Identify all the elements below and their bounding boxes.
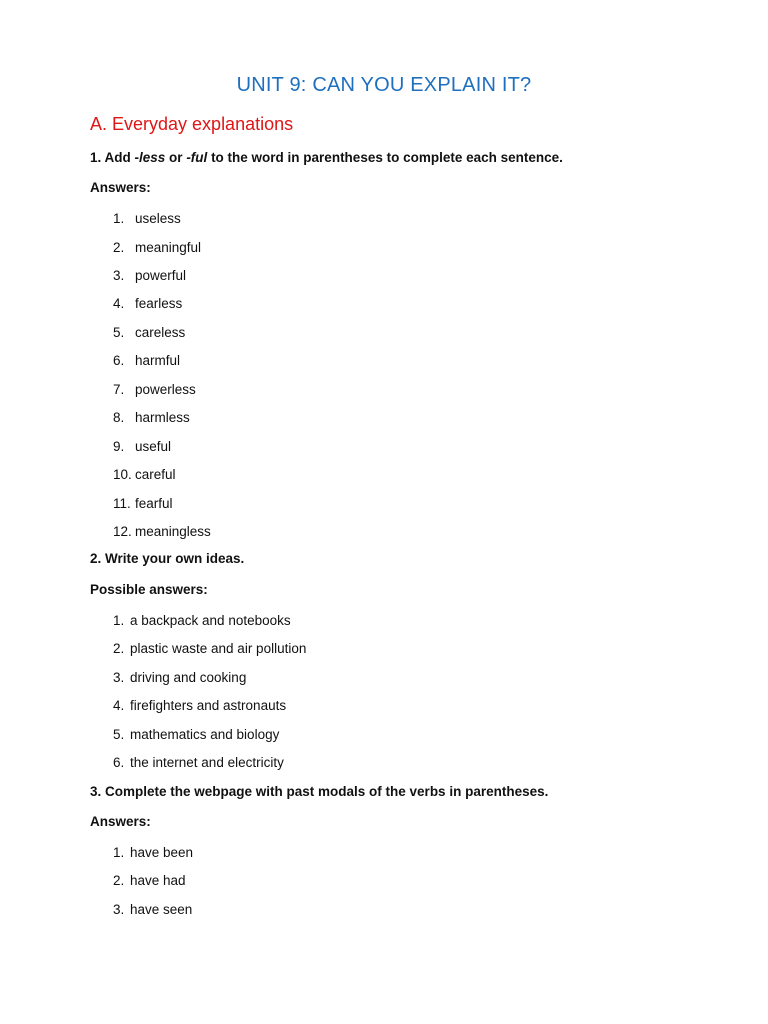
list-item-text: the internet and electricity (130, 755, 284, 770)
list-item-text: firefighters and astronauts (130, 698, 287, 713)
list-item-text: a backpack and notebooks (130, 613, 291, 628)
list-item-number: 11. (113, 496, 131, 511)
list-item-number: 5. (113, 727, 125, 742)
list-item-number: 2. (113, 873, 125, 888)
list-item-text: driving and cooking (130, 670, 247, 685)
list-item (113, 352, 180, 370)
question-1-suffix: to the word in parentheses to complete each sentence. (207, 150, 563, 165)
question-1-answers-label: Answers: (90, 180, 151, 195)
list-item-number: 4. (113, 296, 125, 311)
list-item-text: careful (135, 467, 176, 482)
list-item (113, 267, 186, 285)
list-item (113, 466, 176, 484)
list-item (113, 324, 185, 342)
list-item-text: have had (130, 873, 186, 888)
question-1-mid: or (165, 150, 187, 165)
list-item (113, 495, 173, 513)
list-item-text: harmless (135, 410, 190, 425)
list-item-text: fearful (135, 496, 173, 511)
question-1-term-ful: -ful (186, 150, 208, 165)
question-3-answers-label: Answers: (90, 814, 151, 829)
question-1-term-less: -less (134, 150, 166, 165)
list-item-text: meaningful (135, 240, 202, 255)
list-item-text: have seen (130, 902, 193, 917)
section-title: A. Everyday explanations (90, 114, 294, 134)
list-item (113, 295, 182, 313)
list-item-number: 1. (113, 845, 125, 860)
list-item-text: harmful (135, 353, 181, 368)
unit-title: UNIT 9: CAN YOU EXPLAIN IT? (236, 74, 532, 96)
question-1-prefix: 1. Add (90, 150, 135, 165)
list-item-number: 12. (113, 524, 132, 539)
list-item-number: 2. (113, 240, 125, 255)
list-item-number: 9. (113, 439, 125, 454)
list-item-number: 6. (113, 353, 125, 368)
list-item (113, 612, 291, 630)
list-item-number: 1. (113, 211, 125, 226)
list-item-text: useful (135, 439, 172, 454)
list-item-number: 2. (113, 641, 125, 656)
list-item (113, 726, 279, 744)
list-item-number: 3. (113, 268, 125, 283)
list-item-number: 8. (113, 410, 125, 425)
list-item (113, 381, 196, 399)
list-item-text: careless (135, 325, 186, 340)
list-item-number: 5. (113, 325, 125, 340)
list-item-text: useless (135, 211, 181, 226)
list-item-number: 6. (113, 755, 125, 770)
list-item-text: meaningless (135, 524, 211, 539)
list-item-number: 3. (113, 902, 125, 917)
list-item (113, 754, 284, 772)
list-item-text: fearless (135, 296, 183, 311)
list-item-text: powerful (135, 268, 187, 283)
list-item (113, 872, 186, 890)
list-item (113, 438, 171, 456)
question-1-heading (90, 149, 563, 167)
question-2-heading: 2. Write your own ideas. (90, 551, 245, 566)
list-item (113, 901, 192, 919)
list-item-number: 7. (113, 382, 125, 397)
list-item-number: 1. (113, 613, 125, 628)
list-item (113, 210, 181, 228)
question-2-answers-label: Possible answers: (90, 582, 208, 597)
list-item (113, 640, 306, 658)
list-item-text: mathematics and biology (130, 727, 280, 742)
list-item (113, 523, 211, 541)
list-item-text: plastic waste and air pollution (130, 641, 307, 656)
list-item-number: 3. (113, 670, 125, 685)
list-item (113, 239, 201, 257)
list-item-number: 10. (113, 467, 132, 482)
list-item-text: powerless (135, 382, 196, 397)
list-item (113, 844, 193, 862)
list-item (113, 409, 190, 427)
list-item (113, 669, 246, 687)
question-3-heading: 3. Complete the webpage with past modals of the verbs in parentheses. (90, 784, 549, 799)
list-item (113, 697, 286, 715)
list-item-number: 4. (113, 698, 125, 713)
list-item-text: have been (130, 845, 194, 860)
